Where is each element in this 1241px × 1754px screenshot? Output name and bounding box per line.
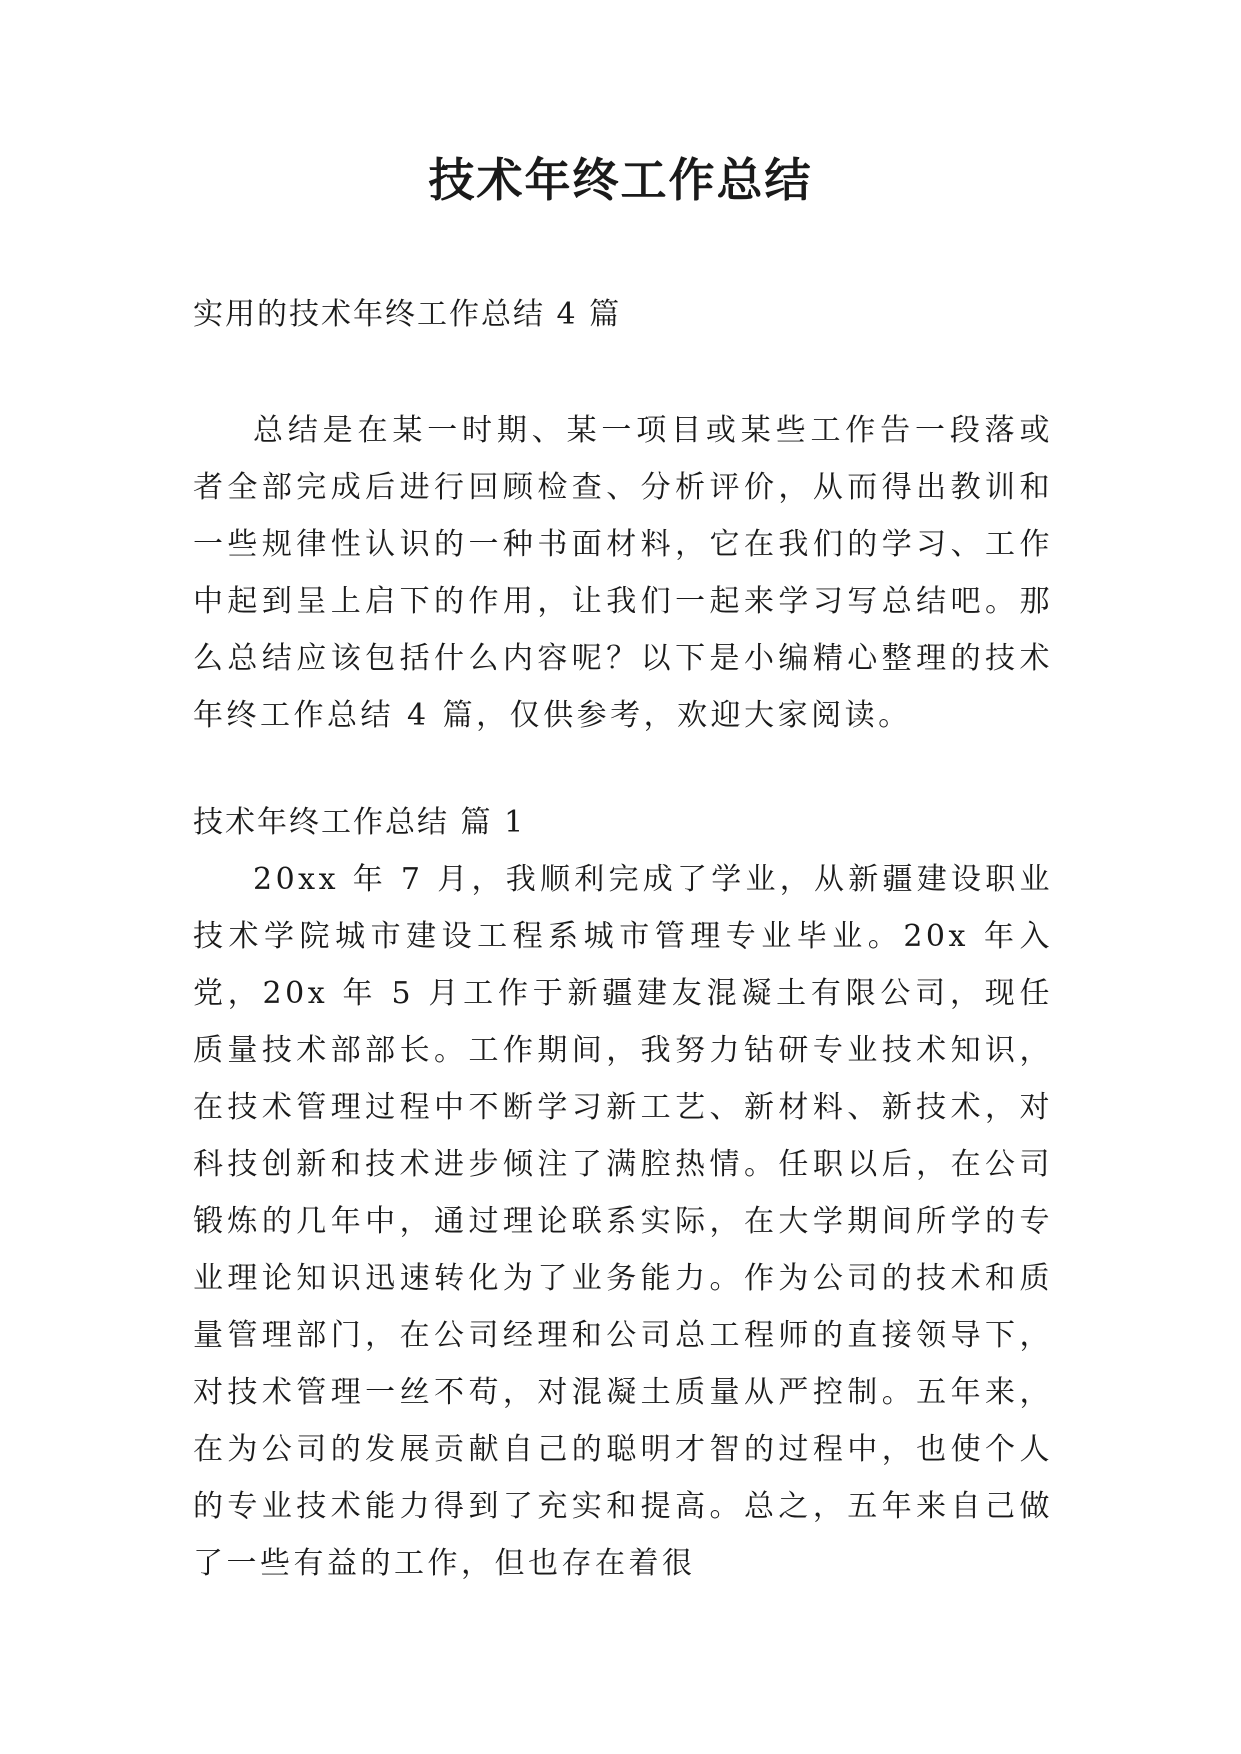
intro-paragraph: 总结是在某一时期、某一项目或某些工作告一段落或者全部完成后进行回顾检查、分析评价，从而得出教训和一些规律性认识的一种书面材料，它在我们的学习、工作中起到呈上启下的作用，让我们一起来学习写总结吧。那么总结应该包括什么内容呢？以下是小编精心整理的技术年终工作总结 4 篇，仅供参考，欢迎大家阅读。 [193, 413, 1053, 733]
document-subtitle: 实用的技术年终工作总结 4 篇 [193, 297, 622, 332]
document-body [193, 286, 1053, 1592]
section-heading: 技术年终工作总结 篇 1 [193, 805, 526, 840]
document-title: 技术年终工作总结 [428, 153, 813, 207]
section-paragraph: 20xx 年 7 月，我顺利完成了学业，从新疆建设职业技术学院城市建设工程系城市管理专业毕业。20x 年入党，20x 年 5 月工作于新疆建友混凝土有限公司，现任质量技术部部长。工作期间，我努力钻研专业技术知识，在技术管理过程中不断学习新工艺、新材料、新技术，对科技创新和技术进步倾注了满腔热情。任职以后，在公司锻炼的几年中，通过理论联系实际，在大学期间所学的专业理论知识迅速转化为了业务能力。作为公司的技术和质量管理部门，在公司经理和公司总工程师的直接领导下，对技术管理一丝不苟，对混凝土质量从严控制。五年来，在为公司的发展贡献自己的聪明才智的过程中，也使个人的专业技术能力得到了充实和提高。总之，五年来自己做了一些有益的工作，但也存在着很 [193, 862, 1053, 1581]
